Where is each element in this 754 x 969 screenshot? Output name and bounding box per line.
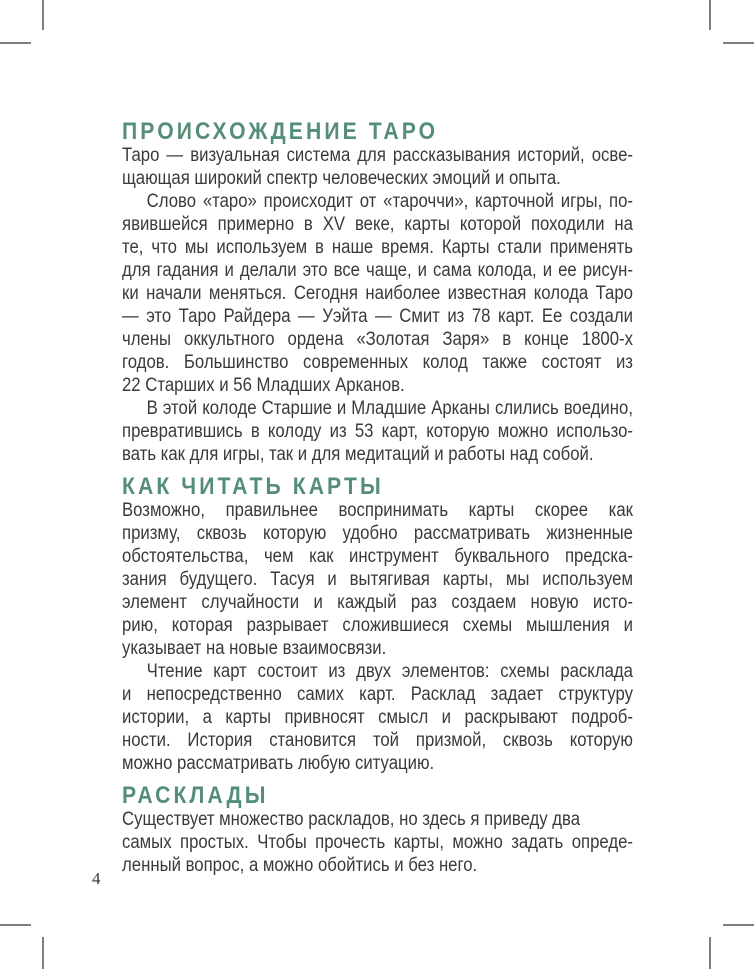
text-line: 22 Старших и 56 Младших Арканов. (122, 375, 405, 396)
text-line: явившейся примерно в XV веке, карты которой походили на (122, 214, 633, 235)
text-line: ности. История становится той призмой, сквозь которую (122, 730, 633, 751)
section-heading: ПРОИСХОЖДЕНИЕ ТАРО (122, 118, 439, 145)
crop-mark-top-left-horizontal (0, 42, 31, 44)
text-line: указывает на новые взаимосвязи. (122, 638, 387, 659)
text-line: элемент случайности и каждый раз создаем новую исто- (122, 592, 633, 613)
text-line: превратившись в колоду из 53 карт, которую можно использо- (122, 421, 633, 442)
text-line: рию, которая разрывает сложившиеся схемы мышления и (122, 615, 633, 636)
text-line: вать как для игры, так и для медитаций и работы над собой. (122, 444, 594, 465)
text-line: ки начали меняться. Сегодня наиболее известная колода Таро (122, 283, 633, 304)
text-line: члены оккультного ордена «Золотая Заря» в конце 1800-х (122, 329, 633, 350)
text-line: призму, сквозь которую удобно рассматривать жизненные (122, 523, 633, 544)
crop-mark-top-right-horizontal (723, 42, 754, 44)
text-line: — это Таро Райдера — Уэйта — Смит из 78 карт. Ее создали (122, 306, 633, 327)
text-line: и непосредственно самих карт. Расклад задает структуру (122, 684, 633, 705)
crop-mark-bottom-left-horizontal (0, 924, 31, 926)
page-number: 4 (92, 869, 101, 888)
text-line: Таро — визуальная система для рассказывания историй, осве- (122, 145, 633, 166)
text-line: Возможно, правильнее воспринимать карты скорее как (122, 500, 633, 521)
section-heading: КАК ЧИТАТЬ КАРТЫ (122, 473, 384, 500)
text-line: В этой колоде Старшие и Младшие Арканы слились воедино, (146, 398, 633, 419)
text-line: ленный вопрос, а можно обойтись и без него. (122, 855, 478, 876)
text-line: обстоятельства, чем как инструмент буквального предска- (122, 546, 633, 567)
text-line: можно рассматривать любую ситуацию. (122, 753, 435, 774)
text-line: истории, а карты привносят смысл и раскрывают подроб- (122, 707, 633, 728)
paragraph (122, 144, 633, 190)
text-line: Слово «таро» происходит от «тароччи», карточной игры, по- (146, 191, 633, 212)
crop-mark-top-right-vertical (709, 0, 711, 30)
text-line: Существует множество раскладов, но здесь я приведу два (122, 809, 581, 830)
section (122, 475, 633, 775)
paragraph (122, 660, 633, 775)
text-line: для гадания и делали это все чаще, и сама колода, и ее рисун- (122, 260, 633, 281)
crop-mark-top-left-vertical (42, 0, 44, 30)
section (122, 120, 633, 466)
paragraph (122, 499, 633, 660)
crop-mark-bottom-left-vertical (42, 937, 44, 969)
text-line: самых простых. Чтобы прочесть карты, можно задать опреде- (122, 832, 633, 853)
paragraph (122, 808, 633, 877)
text-line: Чтение карт состоит из двух элементов: схемы расклада (146, 661, 633, 682)
crop-mark-bottom-right-vertical (709, 937, 711, 969)
page-body (122, 120, 633, 877)
text-line: зания будущего. Тасуя и вытягивая карты, мы используем (122, 569, 633, 590)
paragraph (122, 397, 633, 466)
text-line: те, что мы используем в наше время. Карты стали применять (122, 237, 633, 258)
text-line: годов. Большинство современных колод также состоят из (122, 352, 633, 373)
section-heading: РАСКЛАДЫ (122, 782, 269, 809)
section (122, 784, 633, 877)
paragraph (122, 190, 633, 397)
text-line: щающая широкий спектр человеческих эмоций и опыта. (122, 168, 561, 189)
crop-mark-bottom-right-horizontal (723, 924, 754, 926)
